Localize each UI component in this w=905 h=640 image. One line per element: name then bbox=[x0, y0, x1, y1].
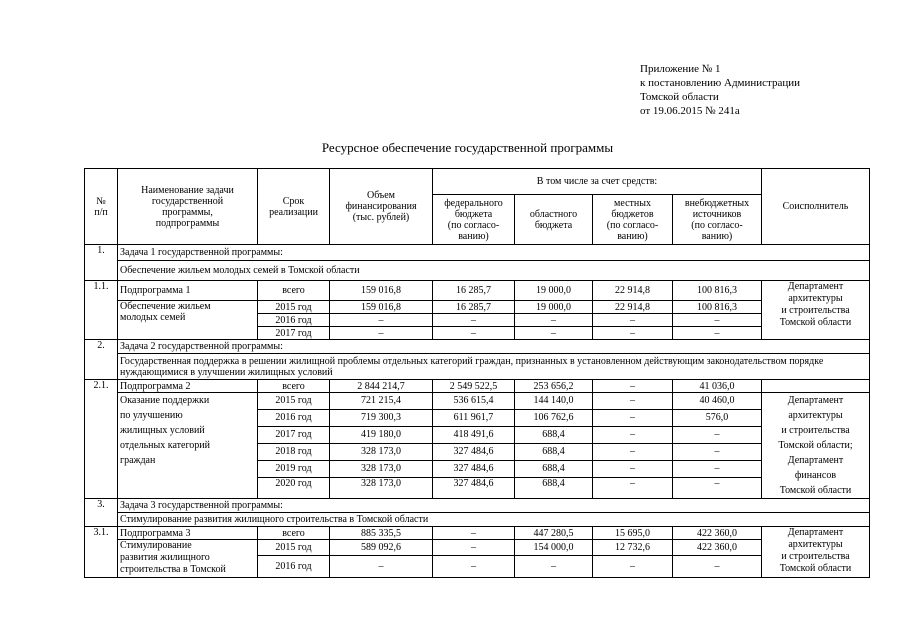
header-volume: Объем финансирования (тыс. рублей) bbox=[330, 169, 433, 245]
term-cell: 2020 год bbox=[258, 477, 330, 498]
federal-cell: 418 491,6 bbox=[433, 426, 515, 443]
coexecutor-cell-empty bbox=[762, 380, 870, 393]
header-name: Наименование задачи государственной программы, подпрограммы bbox=[118, 169, 258, 245]
header-sources: В том числе за счет средств: bbox=[433, 169, 762, 195]
document-title: Ресурсное обеспечение государственной программы bbox=[321, 140, 614, 155]
appendix-line: Томской области bbox=[640, 91, 719, 103]
regional-cell: – bbox=[515, 314, 593, 327]
federal-cell: – bbox=[433, 327, 515, 340]
federal-cell: 327 484,6 bbox=[433, 460, 515, 477]
term-cell: 2015 год bbox=[258, 393, 330, 410]
subprogram-description: Обеспечение жильем молодых семей bbox=[118, 301, 258, 340]
local-cell: 22 914,8 bbox=[593, 281, 673, 301]
federal-cell: – bbox=[433, 556, 515, 578]
offbudget-cell: 422 360,0 bbox=[673, 527, 762, 540]
term-cell: 2018 год bbox=[258, 443, 330, 460]
federal-cell: 536 615,4 bbox=[433, 393, 515, 410]
local-cell: 22 914,8 bbox=[593, 301, 673, 314]
task-description: Государственная поддержка в решении жилищной проблемы отдельных категорий граждан, признанных в установленном действующим законодательством порядке нуждающимися в улучшении жилищных условий bbox=[118, 354, 870, 380]
regional-cell: 688,4 bbox=[515, 426, 593, 443]
volume-cell: – bbox=[330, 327, 433, 340]
task-description: Обеспечение жильем молодых семей в Томской области bbox=[118, 261, 870, 281]
offbudget-cell: 41 036,0 bbox=[673, 380, 762, 393]
task-title: Задача 1 государственной программы: bbox=[118, 245, 870, 261]
federal-cell: – bbox=[433, 527, 515, 540]
federal-cell: 16 285,7 bbox=[433, 301, 515, 314]
coexecutor-cell: Департамент архитектуры и строительства Томской области; Департамент финансов Томской области bbox=[762, 393, 870, 499]
header-term: Срок реализации bbox=[258, 169, 330, 245]
term-cell: всего bbox=[258, 281, 330, 301]
term-cell: 2017 год bbox=[258, 426, 330, 443]
coexecutor-cell: Департамент архитектуры и строительства Томской области bbox=[762, 281, 870, 340]
offbudget-cell: 100 816,3 bbox=[673, 281, 762, 301]
regional-cell: – bbox=[515, 327, 593, 340]
subprogram-description: Стимулирование развития жилищного строительства в Томской bbox=[118, 540, 258, 578]
regional-cell: 447 280,5 bbox=[515, 527, 593, 540]
header-federal: федерального бюджета (по согласо- ванию) bbox=[433, 195, 515, 245]
header-num: № п/п bbox=[85, 169, 118, 245]
offbudget-cell: 422 360,0 bbox=[673, 540, 762, 556]
regional-cell: 688,4 bbox=[515, 443, 593, 460]
header-local: местных бюджетов (по согласо- ванию) bbox=[593, 195, 673, 245]
volume-cell: 589 092,6 bbox=[330, 540, 433, 556]
federal-cell: – bbox=[433, 540, 515, 556]
volume-cell: 159 016,8 bbox=[330, 281, 433, 301]
local-cell: 15 695,0 bbox=[593, 527, 673, 540]
subprogram-name: Подпрограмма 2 bbox=[118, 380, 258, 393]
term-cell: 2019 год bbox=[258, 460, 330, 477]
regional-cell: 19 000,0 bbox=[515, 281, 593, 301]
subprogram-num: 2.1. bbox=[85, 380, 118, 499]
term-cell: 2016 год bbox=[258, 556, 330, 578]
header-offbudget: внебюджетных источников (по согласо- ванию) bbox=[673, 195, 762, 245]
local-cell: – bbox=[593, 426, 673, 443]
volume-cell: – bbox=[330, 314, 433, 327]
header-coexecutor: Соисполнитель bbox=[762, 169, 870, 245]
volume-cell: 2 844 214,7 bbox=[330, 380, 433, 393]
term-cell: 2017 год bbox=[258, 327, 330, 340]
offbudget-cell: – bbox=[673, 443, 762, 460]
local-cell: – bbox=[593, 556, 673, 578]
regional-cell: 688,4 bbox=[515, 477, 593, 498]
term-cell: всего bbox=[258, 527, 330, 540]
term-cell: 2015 год bbox=[258, 540, 330, 556]
local-cell: – bbox=[593, 380, 673, 393]
term-cell: 2016 год bbox=[258, 314, 330, 327]
term-cell: всего bbox=[258, 380, 330, 393]
federal-cell: 327 484,6 bbox=[433, 477, 515, 498]
offbudget-cell: 576,0 bbox=[673, 409, 762, 426]
volume-cell: 721 215,4 bbox=[330, 393, 433, 410]
offbudget-cell: 100 816,3 bbox=[673, 301, 762, 314]
regional-cell: 106 762,6 bbox=[515, 409, 593, 426]
local-cell: 12 732,6 bbox=[593, 540, 673, 556]
appendix-line: к постановлению Администрации bbox=[640, 77, 801, 89]
task-description: Стимулирование развития жилищного строительства в Томской области bbox=[118, 513, 870, 527]
task-num: 2. bbox=[85, 340, 118, 380]
offbudget-cell: – bbox=[673, 460, 762, 477]
appendix-block bbox=[640, 62, 800, 118]
subprogram-description: Оказание поддержки по улучшению жилищных условий отдельных категорий граждан bbox=[118, 393, 258, 499]
volume-cell: 328 173,0 bbox=[330, 460, 433, 477]
term-cell: 2015 год bbox=[258, 301, 330, 314]
federal-cell: 2 549 522,5 bbox=[433, 380, 515, 393]
task-num: 3. bbox=[85, 499, 118, 527]
regional-cell: – bbox=[515, 556, 593, 578]
volume-cell: 159 016,8 bbox=[330, 301, 433, 314]
volume-cell: 328 173,0 bbox=[330, 477, 433, 498]
regional-cell: 19 000,0 bbox=[515, 301, 593, 314]
appendix-line: от 19.06.2015 № 241а bbox=[640, 105, 740, 117]
federal-cell: 16 285,7 bbox=[433, 281, 515, 301]
appendix-line: Приложение № 1 bbox=[640, 63, 721, 75]
offbudget-cell: – bbox=[673, 477, 762, 498]
local-cell: – bbox=[593, 460, 673, 477]
regional-cell: 154 000,0 bbox=[515, 540, 593, 556]
task-num: 1. bbox=[85, 245, 118, 281]
local-cell: – bbox=[593, 443, 673, 460]
offbudget-cell: – bbox=[673, 314, 762, 327]
term-cell: 2016 год bbox=[258, 409, 330, 426]
volume-cell: – bbox=[330, 556, 433, 578]
federal-cell: 327 484,6 bbox=[433, 443, 515, 460]
task-title: Задача 3 государственной программы: bbox=[118, 499, 870, 513]
volume-cell: 419 180,0 bbox=[330, 426, 433, 443]
task-title: Задача 2 государственной программы: bbox=[118, 340, 870, 354]
volume-cell: 719 300,3 bbox=[330, 409, 433, 426]
header-regional: областного бюджета bbox=[515, 195, 593, 245]
subprogram-name: Подпрограмма 1 bbox=[118, 281, 258, 301]
local-cell: – bbox=[593, 409, 673, 426]
federal-cell: – bbox=[433, 314, 515, 327]
subprogram-name: Подпрограмма 3 bbox=[118, 527, 258, 540]
volume-cell: 328 173,0 bbox=[330, 443, 433, 460]
offbudget-cell: – bbox=[673, 556, 762, 578]
offbudget-cell: – bbox=[673, 426, 762, 443]
offbudget-cell: – bbox=[673, 327, 762, 340]
local-cell: – bbox=[593, 477, 673, 498]
resource-table bbox=[84, 168, 870, 578]
regional-cell: 688,4 bbox=[515, 460, 593, 477]
volume-cell: 885 335,5 bbox=[330, 527, 433, 540]
regional-cell: 144 140,0 bbox=[515, 393, 593, 410]
subprogram-num: 3.1. bbox=[85, 527, 118, 578]
federal-cell: 611 961,7 bbox=[433, 409, 515, 426]
coexecutor-cell: Департамент архитектуры и строительства Томской области bbox=[762, 527, 870, 578]
local-cell: – bbox=[593, 314, 673, 327]
local-cell: – bbox=[593, 327, 673, 340]
offbudget-cell: 40 460,0 bbox=[673, 393, 762, 410]
regional-cell: 253 656,2 bbox=[515, 380, 593, 393]
local-cell: – bbox=[593, 393, 673, 410]
subprogram-num: 1.1. bbox=[85, 281, 118, 340]
